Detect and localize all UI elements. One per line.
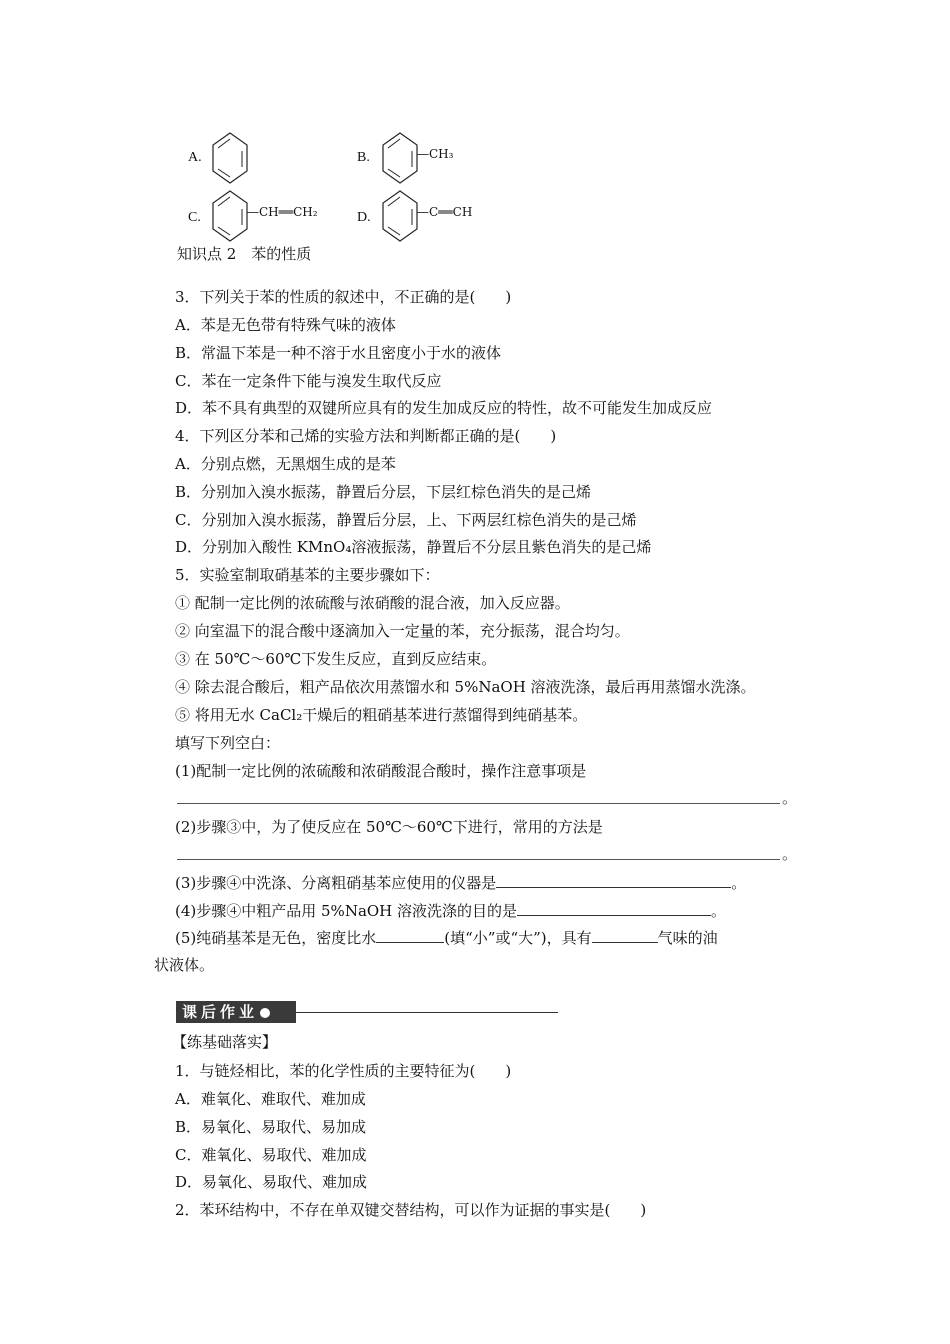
sub-question-4 [175,900,726,921]
homework-banner-label: 课后作业 [182,1003,259,1021]
question-4-stem: 4．下列区分苯和己烯的实验方法和判断都正确的是( ) [175,427,557,445]
answer-blank-3[interactable] [496,872,731,888]
q5-step-5: ⑤ 将用无水 CaCl₂干燥后的粗硝基苯进行蒸馏得到纯硝基苯。 [175,706,588,724]
q4-option-c: C．分别加入溴水振荡，静置后分层，上、下两层红棕色消失的是己烯 [175,511,637,529]
hw-q1-option-a: A．难氧化、难取代、难加成 [175,1090,366,1108]
answer-blank-5a[interactable] [376,927,444,943]
period-3: 。 [731,874,747,892]
option-c-label: C. [188,210,201,225]
hw-question-2-stem: 2．苯环结构中，不存在单双键交替结构，可以作为证据的事实是( ) [175,1201,647,1219]
q5-step-1: ① 配制一定比例的浓硫酸与浓硝酸的混合液，加入反应器。 [175,594,570,612]
question-3-stem: 3．下列关于苯的性质的叙述中，不正确的是( ) [175,288,512,306]
q3-option-d: D．苯不具有典型的双键所应具有的发生加成反应的特性，故不可能发生加成反应 [175,399,713,417]
sub-question-3 [175,872,746,893]
question-5-stem: 5．实验室制取硝基苯的主要步骤如下： [175,566,440,584]
q3-option-c: C．苯在一定条件下能与溴发生取代反应 [175,372,442,390]
sub-question-5-cont: 状液体。 [154,956,215,974]
sub-question-1: (1)配制一定比例的浓硫酸和浓硝酸混合酸时，操作注意事项是 [175,762,587,780]
fill-prompt: 填写下列空白： [175,734,281,752]
q3-option-a: A．苯是无色带有特殊气味的液体 [175,316,396,334]
benzene-ring-a [210,130,250,186]
period-2: 。 [782,845,798,863]
sub-question-5 [175,927,718,948]
hw-q1-option-d: D．易氧化、易取代、难加成 [175,1173,368,1191]
answer-blank-4[interactable] [517,900,711,916]
section-title: 知识点 2 苯的性质 [177,245,312,263]
hw-q1-option-b: B．易氧化、易取代、易加成 [175,1118,367,1136]
answer-line-1[interactable] [177,803,780,804]
banner-rule [296,1012,558,1013]
option-b-label: B. [357,150,370,165]
sub-question-3-text: (3)步骤④中洗涤、分离粗硝基苯应使用的仪器是 [175,874,497,892]
period-1: 。 [782,789,798,807]
sub-question-5-text-a: (5)纯硝基苯是无色，密度比水 [175,929,377,947]
answer-blank-5b[interactable] [592,927,658,943]
answer-line-2[interactable] [177,859,780,860]
phenylacetylene-ring [380,188,420,244]
substituent-c: —CH══CH₂ [247,205,318,219]
q5-step-3: ③ 在 50℃～60℃下发生反应，直到反应结束。 [175,650,497,668]
substituent-b: —CH₃ [417,147,454,161]
q5-step-2: ② 向室温下的混合酸中逐滴加入一定量的苯，充分振荡，混合均匀。 [175,622,630,640]
hw-q1-option-c: C．难氧化、易取代、难加成 [175,1146,367,1164]
styrene-ring [210,188,250,244]
period-4: 。 [711,902,727,920]
option-d-label: D. [357,210,371,225]
q4-option-b: B．分别加入溴水振荡，静置后分层，下层红棕色消失的是己烯 [175,483,592,501]
q5-step-4: ④ 除去混合酸后，粗产品依次用蒸馏水和 5%NaOH 溶液洗涤，最后再用蒸馏水洗涤。 [175,678,756,696]
q4-option-a: A．分别点燃，无黑烟生成的是苯 [175,455,396,473]
hw-question-1-stem: 1．与链烃相比，苯的化学性质的主要特征为( ) [175,1062,512,1080]
q4-option-d: D．分别加入酸性 KMnO₄溶液振荡，静置后不分层且紫色消失的是己烯 [175,538,652,556]
homework-banner [176,1001,296,1023]
sub-question-5-text-c: 气味的油 [657,929,718,947]
toluene-ring [380,130,420,186]
option-a-label: A. [188,150,202,165]
homework-section-title: 【练基础落实】 [172,1033,278,1051]
sub-question-4-text: (4)步骤④中粗产品用 5%NaOH 溶液洗涤的目的是 [175,902,518,920]
substituent-d: —C══CH [417,205,473,219]
sub-question-2: (2)步骤③中，为了使反应在 50℃～60℃下进行，常用的方法是 [175,818,603,836]
bullet-icon [260,1008,270,1018]
sub-question-5-text-b: (填“小”或“大”)，具有 [444,929,592,947]
q3-option-b: B．常温下苯是一种不溶于水且密度小于水的液体 [175,344,502,362]
